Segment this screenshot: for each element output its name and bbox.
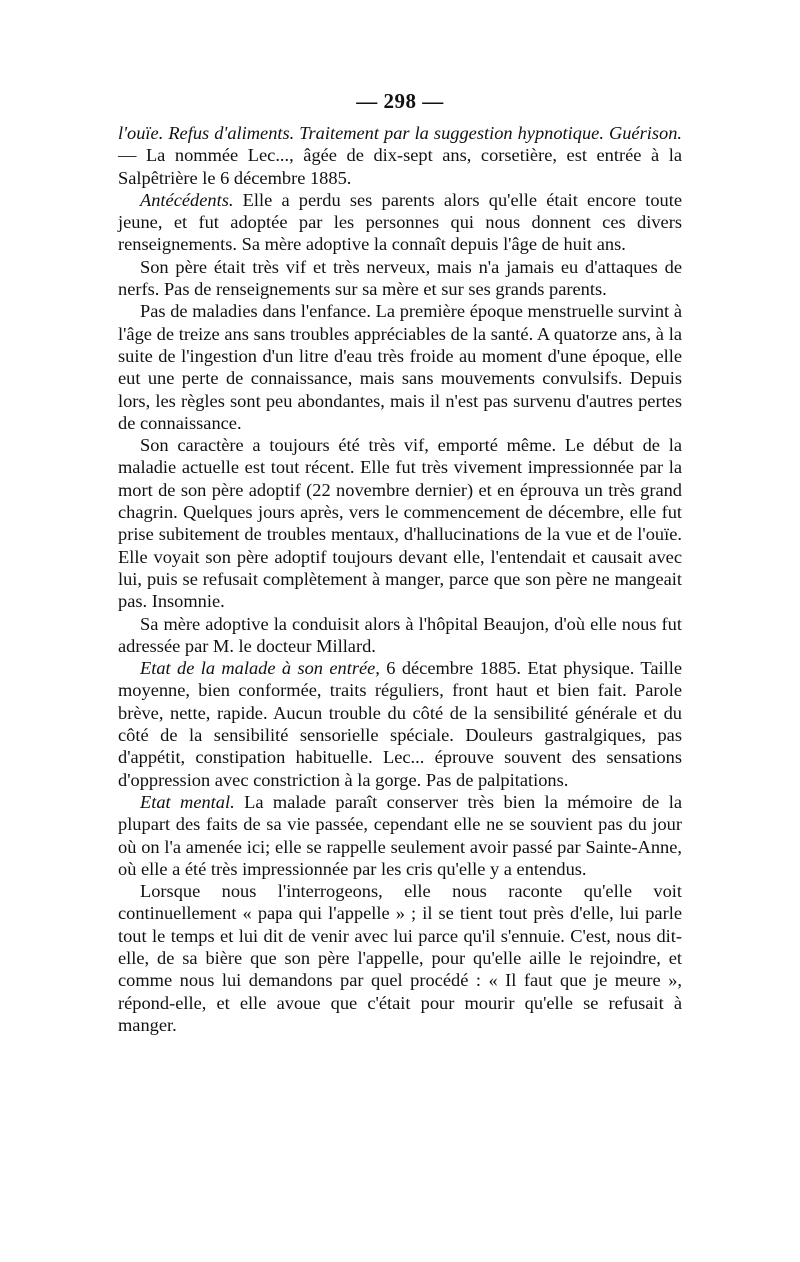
paragraph-text: — La nommée Lec..., âgée de dix-sept ans, corsetière, est entrée à la Salpêtrière le 6 décembre 1885. [118, 145, 682, 188]
paragraph-text: La malade paraît conserver très bien la mémoire de la plupart des faits de sa vie passée, cependant elle ne se souvient pas du jour où on l'a amenée ici; elle se rappelle seulement avoir passé par Sainte-Anne, où elle a été très impressionnée par les cris qu'elle y a entendus. [118, 791, 682, 879]
paragraph-text: Elle a perdu ses parents alors qu'elle était encore toute jeune, et fut adoptée par les personnes qui nous donnent ces divers renseignements. Sa mère adoptive la connaît depuis l'âge de huit ans. [118, 189, 682, 255]
paragraph-interrogation: Lorsque nous l'interrogeons, elle nous raconte qu'elle voit continuellement « papa qui l'appelle » ; il se tient tout près d'elle, lui parle tout le temps et lui dit de venir avec lui parce qu'il s'ennuie. C'est, nous dit-elle, de sa bière que son père l'appelle, pour qu'elle aille le rejoindre, et comme nous lui demandons par quel procédé : « Il faut que je meure », répond-elle, et elle avoue que c'était pour mourir qu'elle se refusait à manger. [118, 881, 682, 1035]
paragraph-father: Son père était très vif et très nerveux, mais n'a jamais eu d'attaques de nerfs. Pas de renseignements sur sa mère et sur ses grands parents. [118, 256, 682, 300]
page-number: — 298 — [356, 89, 444, 113]
book-page [118, 88, 682, 1036]
paragraph-antecedents [118, 189, 682, 256]
section-heading-antecedents: Antécédents. [140, 189, 234, 210]
paragraph-case-intro [118, 122, 682, 189]
case-title-italic: l'ouïe. Refus d'aliments. Traitement par la suggestion hypnotique. Guérison. [118, 123, 682, 143]
section-heading-etat-entree: Etat de la malade à son entrée, [140, 658, 380, 679]
paragraph-mental-state [118, 791, 682, 880]
paragraph-referral: Sa mère adoptive la conduisit alors à l'hôpital Beaujon, d'où elle nous fut adressée par M. le docteur Millard. [118, 613, 682, 656]
paragraph-character: Son caractère a toujours été très vif, emporté même. Le début de la maladie actuelle est tout récent. Elle fut très vivement impressionnée par la mort de son père adoptif (22 novembre dernier) et en éprouva un très grand chagrin. Quelques jours après, vers le commencement de décembre, elle fut prise subitement de troubles mentaux, d'hallucinations de la vue et de l'ouïe. Elle voyait son père adoptif toujours devant elle, l'entendait et causait avec lui, puis se refusait complètement à manger, parce que son père ne mangeait pas. Insomnie. [118, 435, 682, 612]
section-heading-etat-mental: Etat mental. [140, 791, 235, 812]
paragraph-physical-state [118, 657, 682, 791]
paragraph-text: 6 décembre 1885. Etat physique. Taille moyenne, bien conformée, traits réguliers, front haut et bien fait. Parole brève, nette, rapide. Aucun trouble du côté de la sensibilité générale et du côté de la sensibilité sensorielle spéciale. Douleurs gastralgiques, pas d'appétit, constipation habituelle. Lec... éprouve souvent des sensations d'oppression avec constriction à la gorge. Pas de palpitations. [118, 658, 682, 790]
paragraph-childhood: Pas de maladies dans l'enfance. La première époque menstruelle survint à l'âge de treize ans sans troubles appréciables de la santé. A quatorze ans, à la suite de l'ingestion d'un litre d'eau très froide au moment d'une époque, elle eut une perte de connaissance, mais sans mouvements convulsifs. Depuis lors, les règles sont peu abondantes, mais il n'est pas survenu d'autres pertes de connaissance. [118, 301, 682, 433]
